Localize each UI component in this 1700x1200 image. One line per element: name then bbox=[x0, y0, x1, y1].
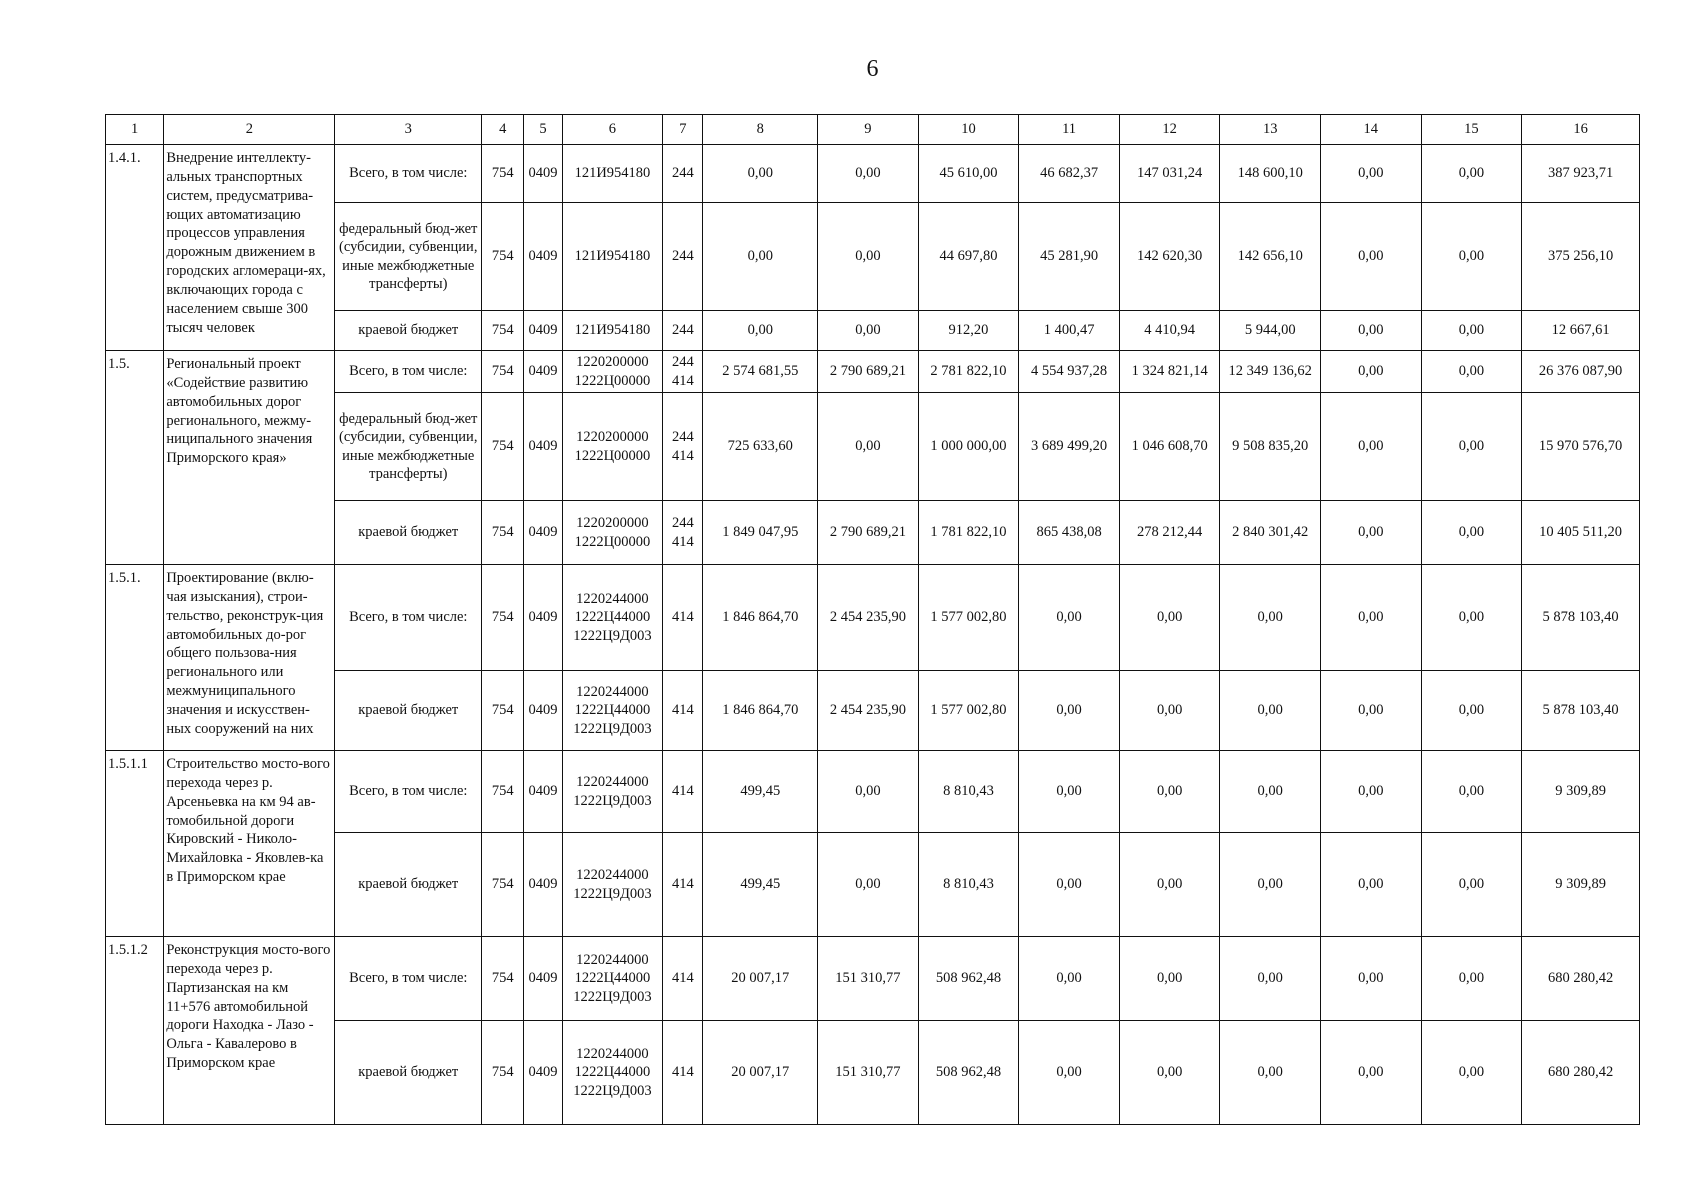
cell-c13: 0,00 bbox=[1220, 565, 1321, 671]
cell-c16: 5 878 103,40 bbox=[1522, 671, 1640, 751]
cell-c8: 1 849 047,95 bbox=[703, 501, 818, 565]
table-row bbox=[106, 145, 1640, 203]
cell-c4: 754 bbox=[482, 1021, 524, 1125]
cell-c8: 1 846 864,70 bbox=[703, 671, 818, 751]
cell-c10: 508 962,48 bbox=[918, 1021, 1019, 1125]
cell-c9: 0,00 bbox=[818, 751, 919, 833]
cell-c12: 147 031,24 bbox=[1119, 145, 1220, 203]
cell-c8: 0,00 bbox=[703, 203, 818, 311]
funding-source: Всего, в том числе: bbox=[335, 351, 482, 393]
cell-c5: 0409 bbox=[524, 1021, 562, 1125]
cell-c10: 1 000 000,00 bbox=[918, 393, 1019, 501]
cell-c16: 9 309,89 bbox=[1522, 833, 1640, 937]
column-header-2: 2 bbox=[164, 115, 335, 145]
cell-c7: 244 414 bbox=[663, 351, 703, 393]
cell-c16: 5 878 103,40 bbox=[1522, 565, 1640, 671]
cell-c4: 754 bbox=[482, 393, 524, 501]
cell-c8: 20 007,17 bbox=[703, 937, 818, 1021]
cell-c12: 1 324 821,14 bbox=[1119, 351, 1220, 393]
cell-c13: 9 508 835,20 bbox=[1220, 393, 1321, 501]
column-header-7: 7 bbox=[663, 115, 703, 145]
funding-source: Всего, в том числе: bbox=[335, 937, 482, 1021]
cell-c16: 15 970 576,70 bbox=[1522, 393, 1640, 501]
cell-c6: 1220244000 1222Ц44000 1222Ц9Д003 bbox=[562, 671, 663, 751]
cell-c11: 0,00 bbox=[1019, 833, 1120, 937]
funding-source: Всего, в том числе: bbox=[335, 145, 482, 203]
cell-c13: 148 600,10 bbox=[1220, 145, 1321, 203]
cell-c15: 0,00 bbox=[1421, 1021, 1522, 1125]
cell-c7: 414 bbox=[663, 751, 703, 833]
cell-c7: 414 bbox=[663, 671, 703, 751]
column-header-10: 10 bbox=[918, 115, 1019, 145]
cell-c10: 8 810,43 bbox=[918, 833, 1019, 937]
cell-c11: 0,00 bbox=[1019, 751, 1120, 833]
table-row bbox=[106, 565, 1640, 671]
cell-c13: 12 349 136,62 bbox=[1220, 351, 1321, 393]
cell-c12: 0,00 bbox=[1119, 671, 1220, 751]
table-row bbox=[106, 203, 1640, 311]
column-header-13: 13 bbox=[1220, 115, 1321, 145]
column-header-3: 3 bbox=[335, 115, 482, 145]
cell-c9: 0,00 bbox=[818, 145, 919, 203]
cell-c5: 0409 bbox=[524, 311, 562, 351]
cell-c4: 754 bbox=[482, 833, 524, 937]
item-code: 1.4.1. bbox=[106, 145, 164, 351]
cell-c7: 244 414 bbox=[663, 501, 703, 565]
cell-c8: 0,00 bbox=[703, 145, 818, 203]
cell-c10: 44 697,80 bbox=[918, 203, 1019, 311]
column-header-15: 15 bbox=[1421, 115, 1522, 145]
cell-c7: 414 bbox=[663, 1021, 703, 1125]
cell-c9: 2 454 235,90 bbox=[818, 565, 919, 671]
cell-c6: 121И954180 bbox=[562, 203, 663, 311]
cell-c5: 0409 bbox=[524, 937, 562, 1021]
cell-c10: 2 781 822,10 bbox=[918, 351, 1019, 393]
cell-c6: 1220244000 1222Ц44000 1222Ц9Д003 bbox=[562, 565, 663, 671]
cell-c8: 1 846 864,70 bbox=[703, 565, 818, 671]
cell-c11: 0,00 bbox=[1019, 671, 1120, 751]
funding-source: краевой бюджет bbox=[335, 1021, 482, 1125]
cell-c14: 0,00 bbox=[1321, 751, 1422, 833]
cell-c15: 0,00 bbox=[1421, 565, 1522, 671]
cell-c7: 244 bbox=[663, 311, 703, 351]
column-header-12: 12 bbox=[1119, 115, 1220, 145]
cell-c4: 754 bbox=[482, 501, 524, 565]
cell-c12: 0,00 bbox=[1119, 1021, 1220, 1125]
cell-c16: 680 280,42 bbox=[1522, 937, 1640, 1021]
cell-c4: 754 bbox=[482, 937, 524, 1021]
cell-c5: 0409 bbox=[524, 203, 562, 311]
cell-c12: 4 410,94 bbox=[1119, 311, 1220, 351]
item-name: Проектирование (вклю-чая изыскания), строи-тельство, реконструк-ция автомобильных до-рог общего пользова-ния регионального или межмуниципального значения и искусствен-ных сооружений на них bbox=[164, 565, 335, 751]
column-header-14: 14 bbox=[1321, 115, 1422, 145]
cell-c9: 151 310,77 bbox=[818, 937, 919, 1021]
cell-c14: 0,00 bbox=[1321, 311, 1422, 351]
cell-c10: 8 810,43 bbox=[918, 751, 1019, 833]
cell-c13: 0,00 bbox=[1220, 671, 1321, 751]
cell-c11: 0,00 bbox=[1019, 565, 1120, 671]
funding-source: краевой бюджет bbox=[335, 311, 482, 351]
cell-c6: 1220200000 1222Ц00000 bbox=[562, 501, 663, 565]
table-row bbox=[106, 751, 1640, 833]
item-code: 1.5.1.2 bbox=[106, 937, 164, 1125]
item-code: 1.5. bbox=[106, 351, 164, 565]
cell-c11: 4 554 937,28 bbox=[1019, 351, 1120, 393]
cell-c14: 0,00 bbox=[1321, 1021, 1422, 1125]
cell-c8: 725 633,60 bbox=[703, 393, 818, 501]
cell-c5: 0409 bbox=[524, 351, 562, 393]
table-body bbox=[106, 115, 1640, 1125]
table-row bbox=[106, 671, 1640, 751]
column-header-16: 16 bbox=[1522, 115, 1640, 145]
cell-c11: 865 438,08 bbox=[1019, 501, 1120, 565]
table-row bbox=[106, 311, 1640, 351]
cell-c16: 680 280,42 bbox=[1522, 1021, 1640, 1125]
cell-c6: 1220200000 1222Ц00000 bbox=[562, 351, 663, 393]
cell-c10: 1 781 822,10 bbox=[918, 501, 1019, 565]
cell-c14: 0,00 bbox=[1321, 565, 1422, 671]
cell-c13: 0,00 bbox=[1220, 833, 1321, 937]
table-row bbox=[106, 833, 1640, 937]
cell-c9: 0,00 bbox=[818, 311, 919, 351]
table-row bbox=[106, 1021, 1640, 1125]
cell-c11: 0,00 bbox=[1019, 937, 1120, 1021]
cell-c6: 121И954180 bbox=[562, 145, 663, 203]
cell-c7: 414 bbox=[663, 565, 703, 671]
cell-c9: 2 790 689,21 bbox=[818, 351, 919, 393]
cell-c13: 5 944,00 bbox=[1220, 311, 1321, 351]
column-header-4: 4 bbox=[482, 115, 524, 145]
cell-c14: 0,00 bbox=[1321, 203, 1422, 311]
item-name: Строительство мосто-вого перехода через р. Арсеньевка на км 94 ав-томобильной дороги Кировский - Николо-Михайловка - Яковлев-ка в Приморском крае bbox=[164, 751, 335, 937]
cell-c11: 1 400,47 bbox=[1019, 311, 1120, 351]
table-row bbox=[106, 351, 1640, 393]
cell-c7: 244 bbox=[663, 203, 703, 311]
cell-c8: 2 574 681,55 bbox=[703, 351, 818, 393]
funding-source: краевой бюджет bbox=[335, 671, 482, 751]
table-row bbox=[106, 501, 1640, 565]
cell-c12: 0,00 bbox=[1119, 937, 1220, 1021]
cell-c11: 45 281,90 bbox=[1019, 203, 1120, 311]
cell-c14: 0,00 bbox=[1321, 145, 1422, 203]
cell-c11: 3 689 499,20 bbox=[1019, 393, 1120, 501]
cell-c5: 0409 bbox=[524, 501, 562, 565]
cell-c10: 45 610,00 bbox=[918, 145, 1019, 203]
cell-c5: 0409 bbox=[524, 145, 562, 203]
header-row bbox=[106, 115, 1640, 145]
cell-c15: 0,00 bbox=[1421, 937, 1522, 1021]
cell-c12: 0,00 bbox=[1119, 565, 1220, 671]
cell-c9: 0,00 bbox=[818, 203, 919, 311]
cell-c6: 1220244000 1222Ц44000 1222Ц9Д003 bbox=[562, 1021, 663, 1125]
funding-source: федеральный бюд-жет (субсидии, субвенции, иные межбюджетные трансферты) bbox=[335, 393, 482, 501]
cell-c6: 1220244000 1222Ц9Д003 bbox=[562, 833, 663, 937]
cell-c13: 0,00 bbox=[1220, 937, 1321, 1021]
cell-c13: 142 656,10 bbox=[1220, 203, 1321, 311]
cell-c15: 0,00 bbox=[1421, 833, 1522, 937]
cell-c4: 754 bbox=[482, 751, 524, 833]
cell-c4: 754 bbox=[482, 311, 524, 351]
cell-c13: 0,00 bbox=[1220, 751, 1321, 833]
cell-c6: 1220200000 1222Ц00000 bbox=[562, 393, 663, 501]
cell-c10: 1 577 002,80 bbox=[918, 671, 1019, 751]
cell-c5: 0409 bbox=[524, 671, 562, 751]
cell-c12: 1 046 608,70 bbox=[1119, 393, 1220, 501]
cell-c7: 244 414 bbox=[663, 393, 703, 501]
cell-c16: 375 256,10 bbox=[1522, 203, 1640, 311]
cell-c15: 0,00 bbox=[1421, 203, 1522, 311]
funding-source: федеральный бюд-жет (субсидии, субвенции, иные межбюджетные трансферты) bbox=[335, 203, 482, 311]
cell-c7: 414 bbox=[663, 937, 703, 1021]
cell-c15: 0,00 bbox=[1421, 311, 1522, 351]
cell-c10: 508 962,48 bbox=[918, 937, 1019, 1021]
table-row bbox=[106, 393, 1640, 501]
cell-c6: 1220244000 1222Ц9Д003 bbox=[562, 751, 663, 833]
cell-c9: 0,00 bbox=[818, 393, 919, 501]
column-header-9: 9 bbox=[818, 115, 919, 145]
item-code: 1.5.1. bbox=[106, 565, 164, 751]
cell-c12: 278 212,44 bbox=[1119, 501, 1220, 565]
cell-c7: 244 bbox=[663, 145, 703, 203]
column-header-8: 8 bbox=[703, 115, 818, 145]
cell-c5: 0409 bbox=[524, 393, 562, 501]
column-header-6: 6 bbox=[562, 115, 663, 145]
column-header-5: 5 bbox=[524, 115, 562, 145]
column-header-1: 1 bbox=[106, 115, 164, 145]
cell-c9: 2 454 235,90 bbox=[818, 671, 919, 751]
cell-c4: 754 bbox=[482, 145, 524, 203]
cell-c5: 0409 bbox=[524, 751, 562, 833]
cell-c4: 754 bbox=[482, 351, 524, 393]
cell-c4: 754 bbox=[482, 203, 524, 311]
cell-c10: 1 577 002,80 bbox=[918, 565, 1019, 671]
funding-source: краевой бюджет bbox=[335, 501, 482, 565]
cell-c14: 0,00 bbox=[1321, 833, 1422, 937]
cell-c11: 0,00 bbox=[1019, 1021, 1120, 1125]
column-header-11: 11 bbox=[1019, 115, 1120, 145]
cell-c12: 142 620,30 bbox=[1119, 203, 1220, 311]
cell-c9: 0,00 bbox=[818, 833, 919, 937]
funding-source: Всего, в том числе: bbox=[335, 751, 482, 833]
funding-source: краевой бюджет bbox=[335, 833, 482, 937]
cell-c16: 10 405 511,20 bbox=[1522, 501, 1640, 565]
item-code: 1.5.1.1 bbox=[106, 751, 164, 937]
cell-c14: 0,00 bbox=[1321, 393, 1422, 501]
cell-c6: 1220244000 1222Ц44000 1222Ц9Д003 bbox=[562, 937, 663, 1021]
page-number: 6 bbox=[866, 56, 879, 82]
cell-c12: 0,00 bbox=[1119, 833, 1220, 937]
cell-c8: 499,45 bbox=[703, 833, 818, 937]
cell-c14: 0,00 bbox=[1321, 937, 1422, 1021]
cell-c10: 912,20 bbox=[918, 311, 1019, 351]
cell-c16: 387 923,71 bbox=[1522, 145, 1640, 203]
cell-c4: 754 bbox=[482, 671, 524, 751]
cell-c16: 26 376 087,90 bbox=[1522, 351, 1640, 393]
cell-c9: 2 790 689,21 bbox=[818, 501, 919, 565]
item-name: Внедрение интеллекту-альных транспортных систем, предусматрива-ющих автоматизацию процессов управления дорожным движением в городских агломераци-ях, включающих города с населением свыше 300 тысяч человек bbox=[164, 145, 335, 351]
cell-c16: 9 309,89 bbox=[1522, 751, 1640, 833]
cell-c9: 151 310,77 bbox=[818, 1021, 919, 1125]
table-row bbox=[106, 937, 1640, 1021]
funding-source: Всего, в том числе: bbox=[335, 565, 482, 671]
cell-c4: 754 bbox=[482, 565, 524, 671]
cell-c8: 20 007,17 bbox=[703, 1021, 818, 1125]
cell-c15: 0,00 bbox=[1421, 145, 1522, 203]
cell-c6: 121И954180 bbox=[562, 311, 663, 351]
cell-c13: 2 840 301,42 bbox=[1220, 501, 1321, 565]
cell-c15: 0,00 bbox=[1421, 393, 1522, 501]
cell-c15: 0,00 bbox=[1421, 671, 1522, 751]
cell-c8: 499,45 bbox=[703, 751, 818, 833]
cell-c15: 0,00 bbox=[1421, 351, 1522, 393]
cell-c5: 0409 bbox=[524, 565, 562, 671]
cell-c14: 0,00 bbox=[1321, 671, 1422, 751]
cell-c11: 46 682,37 bbox=[1019, 145, 1120, 203]
budget-table bbox=[105, 114, 1640, 1125]
cell-c16: 12 667,61 bbox=[1522, 311, 1640, 351]
cell-c14: 0,00 bbox=[1321, 351, 1422, 393]
cell-c15: 0,00 bbox=[1421, 751, 1522, 833]
cell-c8: 0,00 bbox=[703, 311, 818, 351]
item-name: Реконструкция мосто-вого перехода через р. Партизанская на км 11+576 автомобильной дороги Находка - Лазо - Ольга - Кавалерово в Приморском крае bbox=[164, 937, 335, 1125]
cell-c12: 0,00 bbox=[1119, 751, 1220, 833]
item-name: Региональный проект «Содействие развитию автомобильных дорог регионального, межму-ниципального значения Приморского края» bbox=[164, 351, 335, 565]
cell-c7: 414 bbox=[663, 833, 703, 937]
cell-c14: 0,00 bbox=[1321, 501, 1422, 565]
cell-c13: 0,00 bbox=[1220, 1021, 1321, 1125]
cell-c5: 0409 bbox=[524, 833, 562, 937]
cell-c15: 0,00 bbox=[1421, 501, 1522, 565]
